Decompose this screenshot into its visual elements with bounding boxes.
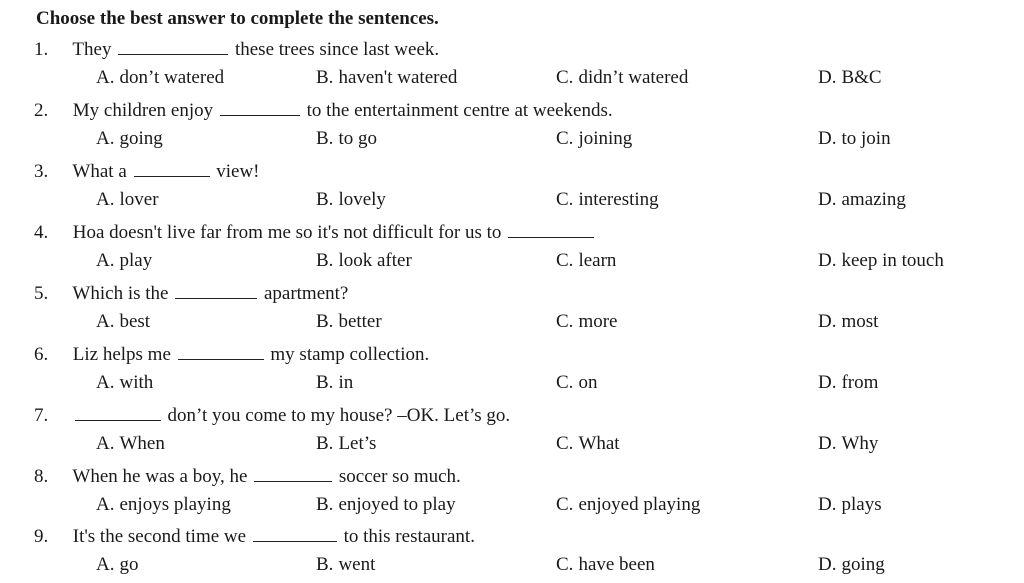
option-d[interactable] [818, 491, 882, 519]
option-c[interactable] [556, 491, 700, 519]
option-text: plays [841, 494, 882, 515]
option-b[interactable] [316, 247, 412, 275]
option-label: D. [818, 128, 837, 149]
option-text: from [841, 372, 879, 393]
option-text: interesting [578, 189, 659, 210]
option-label: C. [556, 250, 574, 271]
option-label: A. [96, 554, 115, 575]
option-label: D. [818, 67, 837, 88]
option-b[interactable] [316, 308, 382, 336]
question-2 [0, 96, 1024, 157]
stem-text-before: When he was a boy, he [72, 466, 248, 487]
option-text: going [119, 128, 163, 149]
option-label: A. [96, 250, 115, 271]
stem-text-before: Hoa doesn't live far from me so it's not difficult for us to [72, 222, 502, 243]
option-text: more [578, 311, 618, 332]
answer-blank[interactable] [220, 96, 300, 116]
option-text: better [338, 311, 382, 332]
option-text: lovely [338, 189, 386, 210]
option-text: play [119, 250, 153, 271]
option-a[interactable] [96, 125, 163, 153]
question-6 [0, 340, 1024, 401]
option-text: going [841, 554, 885, 575]
option-label: B. [316, 433, 334, 454]
question-number: 6. [34, 344, 49, 365]
question-stem [34, 96, 613, 124]
question-5 [0, 279, 1024, 340]
option-text: enjoyed playing [578, 494, 701, 515]
question-4 [0, 218, 1024, 279]
option-text: have been [578, 554, 655, 575]
option-label: C. [556, 433, 574, 454]
option-text: don’t watered [119, 67, 225, 88]
option-text: amazing [841, 189, 906, 210]
option-text: haven't watered [338, 67, 458, 88]
question-number: 7. [34, 405, 49, 426]
question-stem [34, 279, 348, 307]
option-text: enjoyed to play [338, 494, 456, 515]
stem-text-before: Which is the [72, 283, 169, 304]
option-label: B. [316, 494, 334, 515]
answer-blank[interactable] [253, 522, 337, 542]
question-stem [34, 35, 439, 63]
option-label: B. [316, 311, 334, 332]
option-label: D. [818, 189, 837, 210]
option-d[interactable] [818, 369, 878, 397]
worksheet-title: Choose the best answer to complete the sentences. [36, 8, 439, 29]
option-text: went [338, 554, 376, 575]
answer-blank[interactable] [134, 157, 210, 177]
option-label: D. [818, 433, 837, 454]
question-7 [0, 401, 1024, 462]
option-label: B. [316, 189, 334, 210]
option-b[interactable] [316, 125, 377, 153]
stem-text-after: to this restaurant. [343, 526, 475, 547]
option-label: D. [818, 250, 837, 271]
option-label: C. [556, 311, 574, 332]
option-label: C. [556, 372, 574, 393]
stem-text-after: don’t you come to my house? –OK. Let’s go. [167, 405, 511, 426]
option-label: B. [316, 128, 334, 149]
option-a[interactable] [96, 308, 150, 336]
option-label: A. [96, 311, 115, 332]
answer-blank[interactable] [175, 279, 257, 299]
option-c[interactable] [556, 430, 620, 458]
option-b[interactable] [316, 430, 376, 458]
option-b[interactable] [316, 491, 456, 519]
option-c[interactable] [556, 551, 655, 579]
option-label: C. [556, 128, 574, 149]
option-label: A. [96, 433, 115, 454]
option-a[interactable] [96, 430, 165, 458]
option-d[interactable] [818, 430, 878, 458]
stem-text-after: apartment? [263, 283, 349, 304]
option-text: best [119, 311, 151, 332]
question-3 [0, 157, 1024, 218]
question-number: 5. [34, 283, 49, 304]
question-1 [0, 35, 1024, 96]
question-stem [34, 401, 510, 429]
option-label: B. [316, 554, 334, 575]
stem-text-before: They [72, 39, 112, 60]
stem-text-after: view! [216, 161, 260, 182]
option-d[interactable] [818, 308, 878, 336]
answer-blank[interactable] [118, 35, 228, 55]
option-c[interactable] [556, 125, 632, 153]
question-stem [34, 522, 475, 550]
option-label: C. [556, 494, 574, 515]
option-label: D. [818, 311, 837, 332]
option-b[interactable] [316, 64, 457, 92]
option-label: B. [316, 67, 334, 88]
question-8 [0, 462, 1024, 523]
question-number: 1. [34, 39, 49, 60]
question-number: 3. [34, 161, 49, 182]
option-a[interactable] [96, 369, 153, 397]
stem-text-before: What a [72, 161, 127, 182]
option-text: B&C [841, 67, 882, 88]
option-d[interactable] [818, 551, 885, 579]
option-a[interactable] [96, 186, 159, 214]
option-label: A. [96, 494, 115, 515]
option-text: What [578, 433, 620, 454]
option-text: learn [578, 250, 617, 271]
option-text: joining [578, 128, 633, 149]
option-label: A. [96, 67, 115, 88]
option-d[interactable] [818, 64, 882, 92]
option-label: B. [316, 372, 334, 393]
option-text: with [119, 372, 154, 393]
option-d[interactable] [818, 125, 891, 153]
option-a[interactable] [96, 491, 231, 519]
answer-blank[interactable] [75, 401, 161, 421]
stem-text-before: It's the second time we [72, 526, 247, 547]
stem-text-after: my stamp collection. [270, 344, 430, 365]
option-d[interactable] [818, 247, 944, 275]
question-number: 4. [34, 222, 49, 243]
option-text: on [578, 372, 598, 393]
question-stem [34, 218, 596, 246]
question-9 [0, 522, 1024, 583]
option-label: D. [818, 554, 837, 575]
option-c[interactable] [556, 369, 597, 397]
option-text: in [338, 372, 354, 393]
option-label: D. [818, 494, 837, 515]
answer-blank[interactable] [254, 462, 332, 482]
option-text: to go [338, 128, 377, 149]
option-text: enjoys playing [119, 494, 231, 515]
stem-text-before: My children enjoy [72, 100, 214, 121]
question-number: 9. [34, 526, 49, 547]
stem-text-after: to the entertainment centre at weekends. [306, 100, 613, 121]
option-c[interactable] [556, 64, 688, 92]
option-b[interactable] [316, 551, 375, 579]
option-d[interactable] [818, 186, 906, 214]
question-number: 8. [34, 466, 49, 487]
option-c[interactable] [556, 186, 659, 214]
option-label: C. [556, 554, 574, 575]
option-text: most [841, 311, 879, 332]
option-b[interactable] [316, 369, 353, 397]
option-text: Let’s [338, 433, 377, 454]
question-stem [34, 157, 260, 185]
option-a[interactable] [96, 247, 152, 275]
question-stem [34, 340, 429, 368]
option-text: Why [841, 433, 879, 454]
option-b[interactable] [316, 186, 386, 214]
option-a[interactable] [96, 64, 224, 92]
option-a[interactable] [96, 551, 138, 579]
option-text: When [119, 433, 165, 454]
question-number: 2. [34, 100, 49, 121]
answer-blank[interactable] [178, 340, 264, 360]
stem-text-before: Liz helps me [72, 344, 171, 365]
question-stem [34, 462, 461, 490]
stem-text-after: soccer so much. [338, 466, 461, 487]
answer-blank[interactable] [508, 218, 594, 238]
option-text: lover [119, 189, 159, 210]
option-text: didn’t watered [578, 67, 689, 88]
option-text: to join [841, 128, 891, 149]
option-label: C. [556, 67, 574, 88]
option-label: D. [818, 372, 837, 393]
option-c[interactable] [556, 247, 616, 275]
option-c[interactable] [556, 308, 617, 336]
option-label: A. [96, 372, 115, 393]
stem-text-after: these trees since last week. [234, 39, 440, 60]
option-text: keep in touch [841, 250, 944, 271]
option-text: look after [338, 250, 412, 271]
option-label: C. [556, 189, 574, 210]
option-text: go [119, 554, 139, 575]
option-label: A. [96, 128, 115, 149]
option-label: B. [316, 250, 334, 271]
option-label: A. [96, 189, 115, 210]
